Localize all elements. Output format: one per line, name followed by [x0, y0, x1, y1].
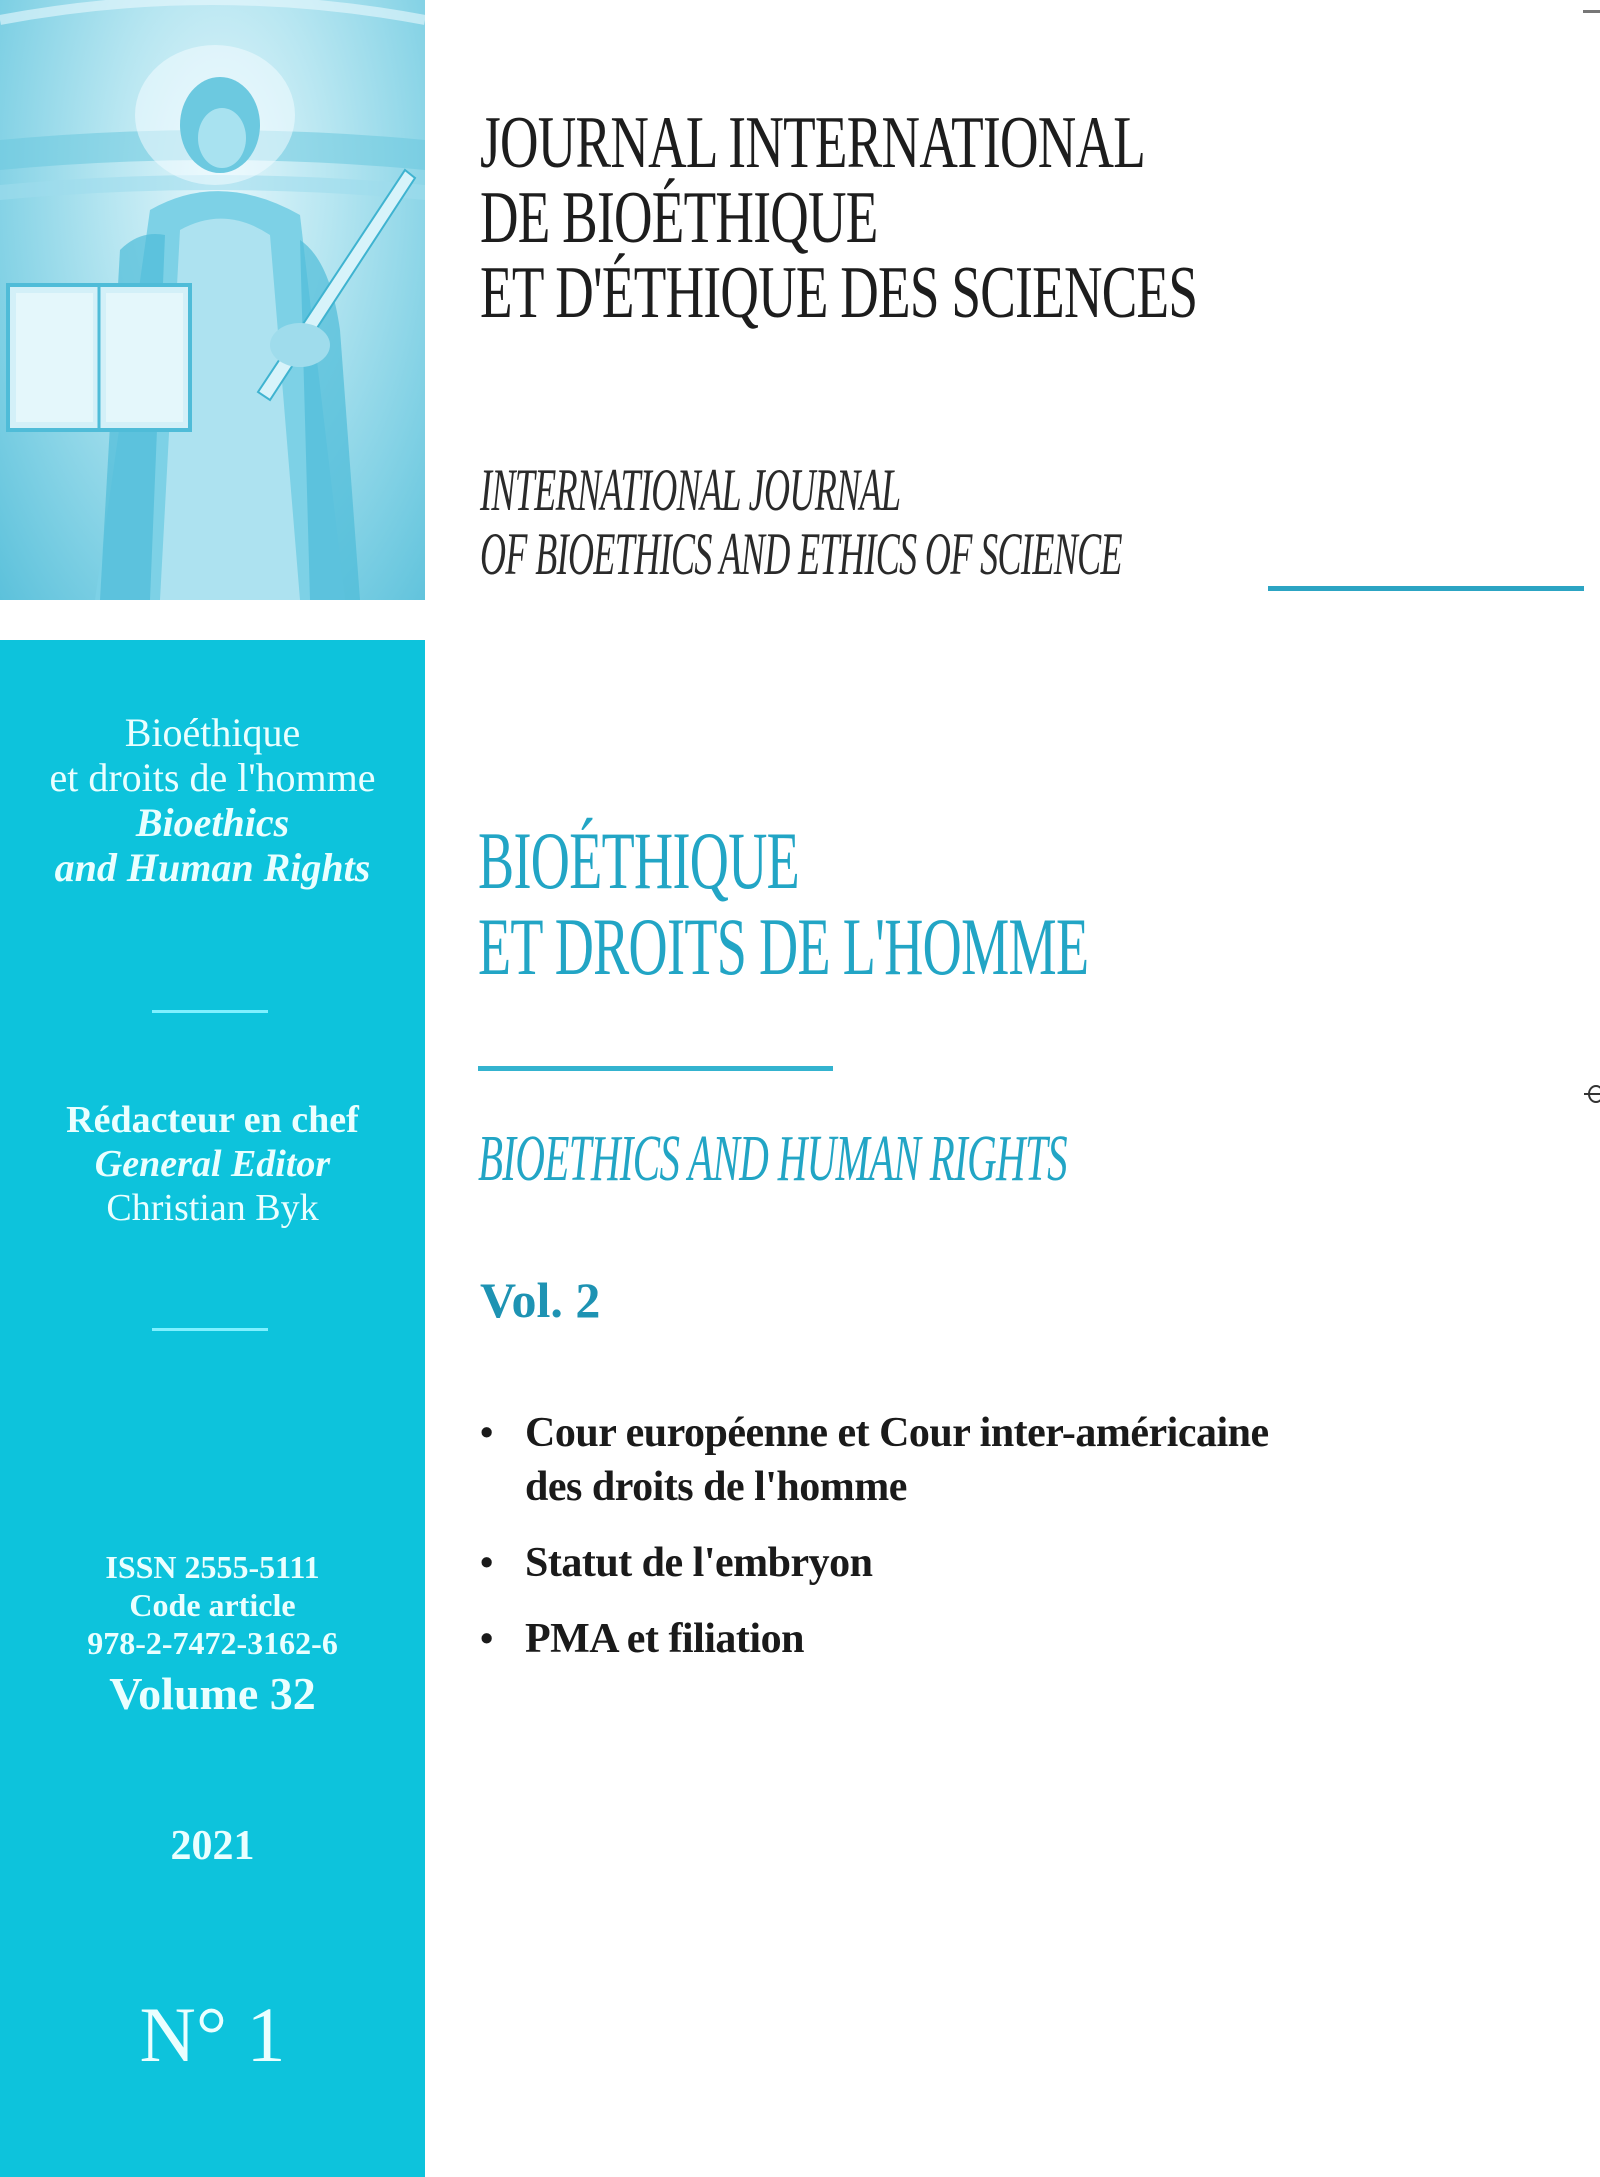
issue-number: N° 1: [139, 1991, 286, 2078]
journal-title-line-1: JOURNAL INTERNATIONAL: [480, 102, 1146, 184]
editor-name: Christian Byk: [106, 1187, 319, 1229]
volume: Volume 32: [109, 1668, 316, 1719]
theme-title-line-1: BIOÉTHIQUE: [478, 815, 800, 906]
side-panel: [0, 640, 425, 2177]
section-name-en-line-2: and Human Rights: [54, 845, 371, 890]
bullet-icon: •: [480, 1542, 493, 1584]
registration-mark-icon: [1584, 1080, 1600, 1110]
editor-role-en: General Editor: [94, 1143, 331, 1185]
theme-divider-rule: [478, 1066, 833, 1071]
crop-mark-top: [1583, 10, 1600, 13]
editor-role-fr: Rédacteur en chef: [66, 1099, 359, 1141]
section-name-en-line-1: Bioethics: [135, 800, 290, 845]
side-divider-rule-2: [152, 1328, 268, 1331]
issn: ISSN 2555-5111: [105, 1549, 320, 1585]
journal-title-line-2: DE BIOÉTHIQUE: [480, 177, 878, 259]
journal-subtitle-english: [480, 458, 1122, 586]
topic-1-line-2: des droits de l'homme: [525, 1464, 907, 1510]
code-article-label: Code article: [129, 1587, 296, 1623]
topic-2-line-1: Statut de l'embryon: [525, 1540, 873, 1586]
journal-subtitle-line-2: OF BIOETHICS AND ETHICS OF SCIENCE: [480, 521, 1122, 587]
bullet-icon: •: [480, 1618, 493, 1660]
journal-subtitle-line-1: INTERNATIONAL JOURNAL: [480, 457, 901, 523]
vol-label: Vol. 2: [480, 1272, 601, 1328]
topic-item: [478, 1536, 1478, 1590]
topic-3-line-1: PMA et filiation: [525, 1616, 804, 1662]
topic-item: [478, 1612, 1478, 1666]
topic-1-line-1: Cour européenne et Cour inter-américaine: [525, 1410, 1269, 1456]
theme-title-line-2: ET DROITS DE L'HOMME: [478, 901, 1089, 992]
journal-title-line-3: ET D'ÉTHIQUE DES SCIENCES: [480, 252, 1198, 334]
year-block: [0, 1822, 425, 1870]
code-article-value: 978-2-7472-3162-6: [87, 1625, 338, 1661]
journal-title: [480, 102, 1198, 334]
side-divider-rule-1: [152, 1010, 268, 1013]
bullet-icon: •: [480, 1412, 493, 1454]
section-name-fr-line-2: et droits de l'homme: [49, 755, 376, 800]
year: 2021: [170, 1823, 255, 1869]
topics-list: [478, 1406, 1478, 1688]
editor-block: [0, 1098, 425, 1230]
subtitle-divider-rule: [1268, 586, 1584, 591]
statue-illustration-icon: [0, 0, 425, 600]
theme-subtitle-english: BIOETHICS AND HUMAN RIGHTS: [478, 1122, 1067, 1195]
section-name-fr-line-1: Bioéthique: [124, 710, 301, 755]
publication-info-block: [0, 1548, 425, 1720]
theme-title: [478, 815, 1089, 992]
section-name-block: [0, 710, 425, 890]
cover-statue-image: [0, 0, 425, 600]
issue-number-block: [0, 1992, 425, 2078]
registration-line: [1584, 1093, 1600, 1095]
topic-item: [478, 1406, 1478, 1514]
